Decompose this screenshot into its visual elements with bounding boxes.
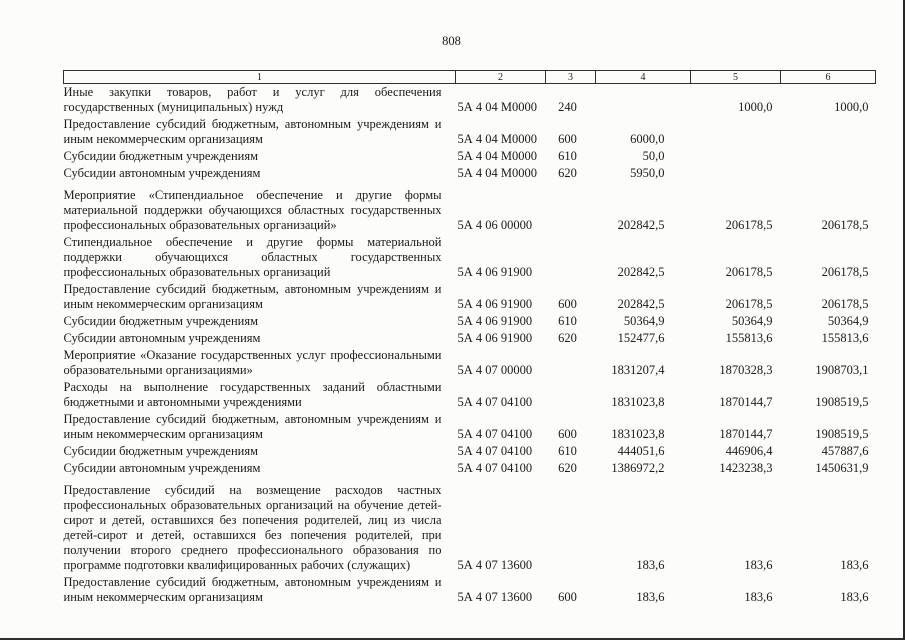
cell-amount-2: 1870144,7 (719, 427, 773, 441)
table-row (64, 281, 876, 313)
cell-amount-2: 206178,5 (725, 265, 773, 279)
cell-amount-2: 1870144,7 (719, 395, 773, 409)
cell-amount-3 (781, 165, 876, 182)
cell-code: 5А 4 06 91900 (457, 331, 533, 345)
cell-expense-type (546, 477, 596, 574)
cell-amount-1: 152477,6 (617, 331, 665, 345)
table-row (64, 460, 876, 477)
table-row (64, 148, 876, 165)
column-header-2: 2 (456, 71, 546, 84)
table-row (64, 574, 876, 606)
cell-expense-type (546, 234, 596, 281)
cell-code: 5А 4 07 13600 (457, 590, 533, 604)
cell-description: Предоставление субсидий бюджетным, автономным учреждениям и иным некоммерческим организациям (63, 575, 442, 604)
cell-code: 5А 4 06 91900 (457, 314, 533, 328)
cell-description: Субсидии автономным учреждениям (63, 331, 261, 345)
cell-amount-2: 206178,5 (725, 297, 773, 311)
cell-expense-type (546, 182, 596, 234)
cell-code: 5А 4 04 М0000 (457, 100, 538, 114)
cell-amount-3: 183,6 (840, 558, 869, 572)
column-header-6: 6 (781, 71, 876, 84)
cell-amount-1: 202842,5 (617, 297, 665, 311)
cell-amount-1: 444051,6 (617, 444, 665, 458)
cell-description: Предоставление субсидий на возмещение расходов частных профессиональных образовательных организаций на обучение детей-сирот и детей, оставшихся без попечения родителей, лиц из числа детей-сирот и детей, оставшихся без попечения родителей, при получении второго среднего профессионального образования по программе подготовки квалифицированных рабочих (служащих) (63, 483, 442, 572)
table-header-row (64, 71, 876, 84)
cell-amount-1: 1386972,2 (611, 461, 665, 475)
cell-amount-2: 183,6 (744, 590, 773, 604)
cell-amount-3 (781, 148, 876, 165)
cell-amount-2: 155813,6 (725, 331, 773, 345)
cell-code: 5А 4 07 04100 (457, 444, 533, 458)
cell-expense-type (546, 379, 596, 411)
cell-code: 5А 4 06 91900 (457, 265, 533, 279)
table-row (64, 443, 876, 460)
cell-description: Субсидии бюджетным учреждениям (63, 314, 259, 328)
table-row (64, 182, 876, 234)
cell-expense-type: 600 (558, 297, 577, 311)
cell-code: 5А 4 06 91900 (457, 297, 533, 311)
cell-amount-3: 155813,6 (821, 331, 869, 345)
cell-amount-1: 202842,5 (617, 265, 665, 279)
cell-code: 5А 4 07 13600 (457, 558, 533, 572)
cell-amount-3: 1000,0 (834, 100, 869, 114)
cell-amount-2 (691, 116, 781, 148)
cell-amount-3: 1908519,5 (815, 395, 869, 409)
table-row (64, 234, 876, 281)
table-row (64, 477, 876, 574)
table-row (64, 330, 876, 347)
column-header-3: 3 (546, 71, 596, 84)
cell-description: Субсидии бюджетным учреждениям (63, 149, 259, 163)
cell-description: Мероприятие «Стипендиальное обеспечение и другие формы материальной поддержки обучающихся областных государственных профессиональных образовательных организаций» (63, 188, 442, 232)
cell-description: Субсидии автономным учреждениям (63, 166, 261, 180)
cell-description: Мероприятие «Оказание государственных услуг профессиональными образовательными организациями» (63, 348, 442, 377)
cell-amount-2 (691, 165, 781, 182)
cell-code: 5А 4 07 04100 (457, 427, 533, 441)
cell-description: Расходы на выполнение государственных заданий областными бюджетными и автономными учреждениями (63, 380, 442, 409)
cell-amount-3: 206178,5 (821, 265, 869, 279)
cell-amount-2: 50364,9 (731, 314, 773, 328)
cell-expense-type: 240 (558, 100, 577, 114)
cell-expense-type: 620 (558, 331, 577, 345)
table-row (64, 313, 876, 330)
cell-expense-type: 600 (558, 427, 577, 441)
cell-code: 5А 4 07 04100 (457, 461, 533, 475)
column-header-1: 1 (64, 71, 456, 84)
cell-expense-type (546, 347, 596, 379)
page-number: 808 (442, 34, 461, 48)
cell-amount-1 (596, 84, 691, 117)
cell-amount-1: 1831207,4 (611, 363, 665, 377)
column-header-5: 5 (691, 71, 781, 84)
cell-amount-2: 183,6 (744, 558, 773, 572)
cell-description: Субсидии автономным учреждениям (63, 461, 261, 475)
cell-amount-3 (781, 116, 876, 148)
cell-amount-1: 50364,9 (623, 314, 665, 328)
cell-amount-1: 1831023,8 (611, 427, 665, 441)
table-row (64, 116, 876, 148)
cell-expense-type: 610 (558, 314, 577, 328)
cell-description: Предоставление субсидий бюджетным, автономным учреждениям и иным некоммерческим организациям (63, 412, 442, 441)
cell-amount-1: 6000,0 (630, 132, 665, 146)
cell-amount-2: 1870328,3 (719, 363, 773, 377)
cell-amount-3: 206178,5 (821, 218, 869, 232)
table-row (64, 379, 876, 411)
table-row (64, 411, 876, 443)
cell-amount-3: 206178,5 (821, 297, 869, 311)
cell-amount-1: 1831023,8 (611, 395, 665, 409)
budget-table (63, 70, 876, 606)
cell-expense-type: 620 (558, 461, 577, 475)
table-row (64, 347, 876, 379)
cell-amount-3: 457887,6 (821, 444, 869, 458)
cell-description: Субсидии бюджетным учреждениям (63, 444, 259, 458)
cell-code: 5А 4 07 00000 (457, 363, 533, 377)
cell-description: Иные закупки товаров, работ и услуг для обеспечения государственных (муниципальных) нужд (63, 85, 442, 114)
cell-description: Стипендиальное обеспечение и другие формы материальной поддержки обучающихся областных государственных профессиональных образовательных организаций (63, 235, 442, 279)
table-row (64, 84, 876, 117)
cell-expense-type: 610 (558, 149, 577, 163)
cell-amount-2: 1000,0 (738, 100, 773, 114)
cell-amount-1: 5950,0 (630, 166, 665, 180)
cell-expense-type: 620 (558, 166, 577, 180)
cell-expense-type: 600 (558, 132, 577, 146)
cell-amount-2: 446906,4 (725, 444, 773, 458)
cell-amount-2: 206178,5 (725, 218, 773, 232)
cell-amount-3: 1908703,1 (815, 363, 869, 377)
cell-code: 5А 4 04 М0000 (457, 132, 538, 146)
cell-code: 5А 4 06 00000 (457, 218, 533, 232)
column-header-4: 4 (596, 71, 691, 84)
cell-code: 5А 4 04 М0000 (457, 166, 538, 180)
cell-description: Предоставление субсидий бюджетным, автономным учреждениям и иным некоммерческим организациям (63, 282, 442, 311)
cell-expense-type: 610 (558, 444, 577, 458)
cell-amount-1: 183,6 (636, 590, 665, 604)
cell-amount-1: 50,0 (642, 149, 665, 163)
cell-expense-type: 600 (558, 590, 577, 604)
cell-amount-2 (691, 148, 781, 165)
cell-amount-2: 1423238,3 (719, 461, 773, 475)
cell-amount-3: 1450631,9 (815, 461, 869, 475)
cell-description: Предоставление субсидий бюджетным, автономным учреждениям и иным некоммерческим организациям (63, 117, 442, 146)
cell-code: 5А 4 04 М0000 (457, 149, 538, 163)
cell-amount-3: 1908519,5 (815, 427, 869, 441)
cell-amount-3: 50364,9 (827, 314, 869, 328)
cell-amount-3: 183,6 (840, 590, 869, 604)
cell-amount-1: 202842,5 (617, 218, 665, 232)
cell-code: 5А 4 07 04100 (457, 395, 533, 409)
cell-amount-1: 183,6 (636, 558, 665, 572)
table-row (64, 165, 876, 182)
